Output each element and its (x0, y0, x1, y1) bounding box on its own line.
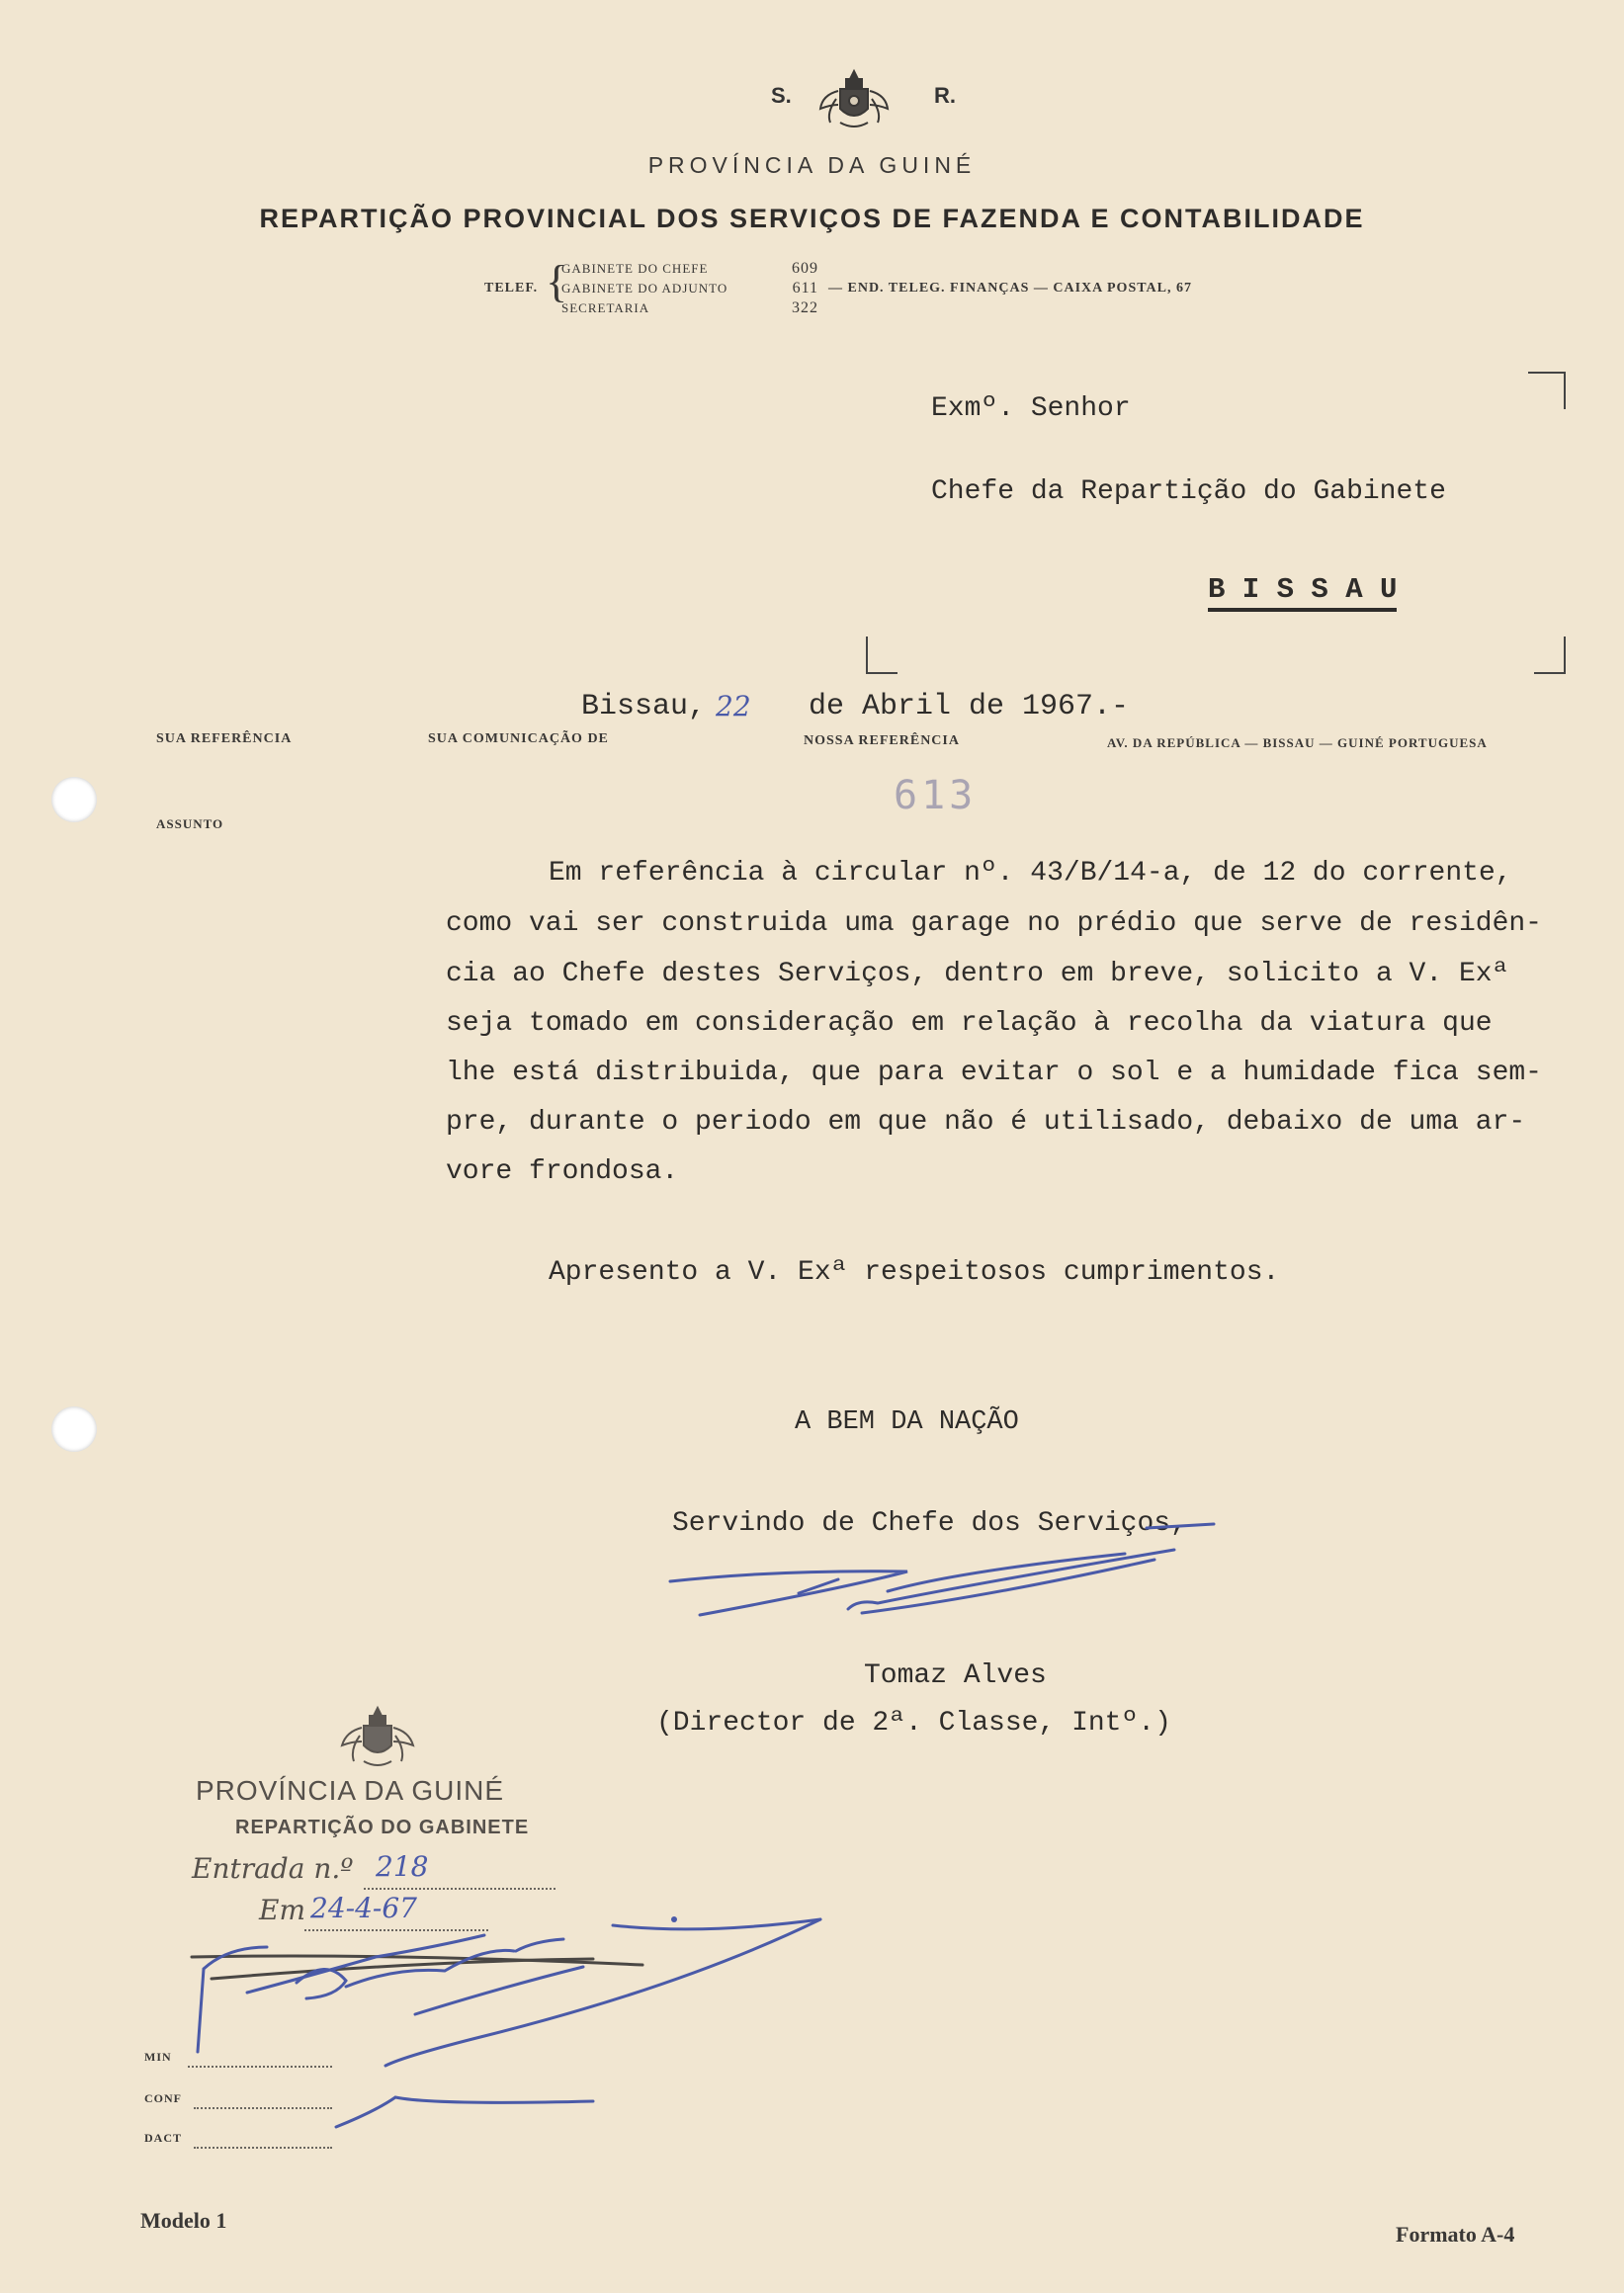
header-province: PROVÍNCIA DA GUINÉ (647, 152, 977, 178)
footer-model: Modelo 1 (140, 2208, 227, 2233)
header-initial-left: S. (771, 83, 792, 108)
routing-label: CONF (144, 2091, 182, 2105)
routing-field (194, 2107, 332, 2109)
routing-label: DACT (144, 2131, 183, 2145)
body-line: Em referência à circular nº. 43/B/14-a, de 12 do corrente, (549, 858, 1512, 889)
stamp-province: PROVÍNCIA DA GUINÉ (196, 1775, 505, 1806)
body-line: como vai ser construida uma garage no prédio que serve de residên- (446, 908, 1542, 939)
routing-field (188, 2066, 332, 2068)
body-line: cia ao Chefe destes Serviços, dentro em breve, solicito a V. Exª (446, 959, 1509, 989)
phone-row: GABINETE DO ADJUNTO 611 (561, 280, 818, 297)
stamp-em-label: Em (259, 1894, 305, 1926)
label-address: AV. DA REPÚBLICA — BISSAU — GUINÉ PORTUGUESA (1107, 735, 1488, 750)
phone-brace: { (546, 256, 568, 306)
punch-hole (51, 777, 97, 822)
signer-title: (Director de 2ª. Classe, Intº.) (656, 1708, 1171, 1739)
body-line: pre, durante o periodo em que não é utilisado, debaixo de uma ar- (446, 1107, 1526, 1138)
phone-list (561, 259, 818, 318)
routing-field (194, 2147, 332, 2149)
footer-format: Formato A-4 (1396, 2222, 1515, 2247)
handwritten-initials (188, 1908, 830, 2145)
signer-name: Tomaz Alves (864, 1660, 1047, 1691)
signature-role: Servindo de Chefe dos Serviços, (672, 1508, 1187, 1539)
addressee-city: B I S S A U (1208, 573, 1397, 612)
label-sua-comunicacao: SUA COMUNICAÇÃO DE (428, 731, 609, 746)
window-corner-mark (1528, 372, 1566, 409)
routing-label: MIN (144, 2050, 172, 2064)
date-place: Bissau, (581, 690, 707, 723)
punch-hole (51, 1406, 97, 1452)
reference-number-stamp: 613 (894, 773, 978, 818)
crest-emblem (816, 65, 892, 134)
label-assunto: ASSUNTO (156, 816, 224, 831)
header-department: REPARTIÇÃO PROVINCIAL DOS SERVIÇOS DE FAZENDA E CONTABILIDADE (259, 204, 1365, 233)
telegraph-address: — END. TELEG. FINANÇAS — CAIXA POSTAL, 67 (828, 281, 1192, 296)
date-day: 22 (716, 690, 751, 722)
date-rest: de Abril de 1967.- (809, 690, 1130, 723)
motto: A BEM DA NAÇÃO (795, 1407, 1019, 1437)
addressee-title: Chefe da Repartição do Gabinete (931, 476, 1446, 507)
stamp-em-date: 24-4-67 (310, 1892, 417, 1924)
phone-row: GABINETE DO CHEFE 609 (561, 260, 818, 277)
phone-row: SECRETARIA 322 (561, 299, 818, 316)
label-nossa-referencia: NOSSA REFERÊNCIA (804, 733, 960, 748)
window-corner-mark (1534, 637, 1566, 674)
stamp-entrada-number: 218 (376, 1850, 429, 1883)
label-sua-referencia: SUA REFERÊNCIA (156, 731, 293, 746)
body-line: seja tomado em consideração em relação à recolha da viatura que (446, 1008, 1493, 1039)
body-line: vore frondosa. (446, 1156, 679, 1187)
body-line: lhe está distribuida, que para evitar o sol e a humidade fica sem- (446, 1058, 1542, 1088)
closing-line: Apresento a V. Exª respeitosos cumprimentos. (549, 1257, 1280, 1288)
handwritten-signature (660, 1510, 1234, 1629)
header-initial-right: R. (934, 83, 956, 108)
stamp-office: REPARTIÇÃO DO GABINETE (235, 1817, 530, 1838)
addressee-salutation: Exmº. Senhor (931, 393, 1131, 424)
stamp-crest (336, 1704, 419, 1773)
window-corner-mark (866, 637, 897, 674)
telef-label: TELEF. (484, 281, 539, 296)
stamp-entrada-label: Entrada n.º (192, 1852, 354, 1885)
